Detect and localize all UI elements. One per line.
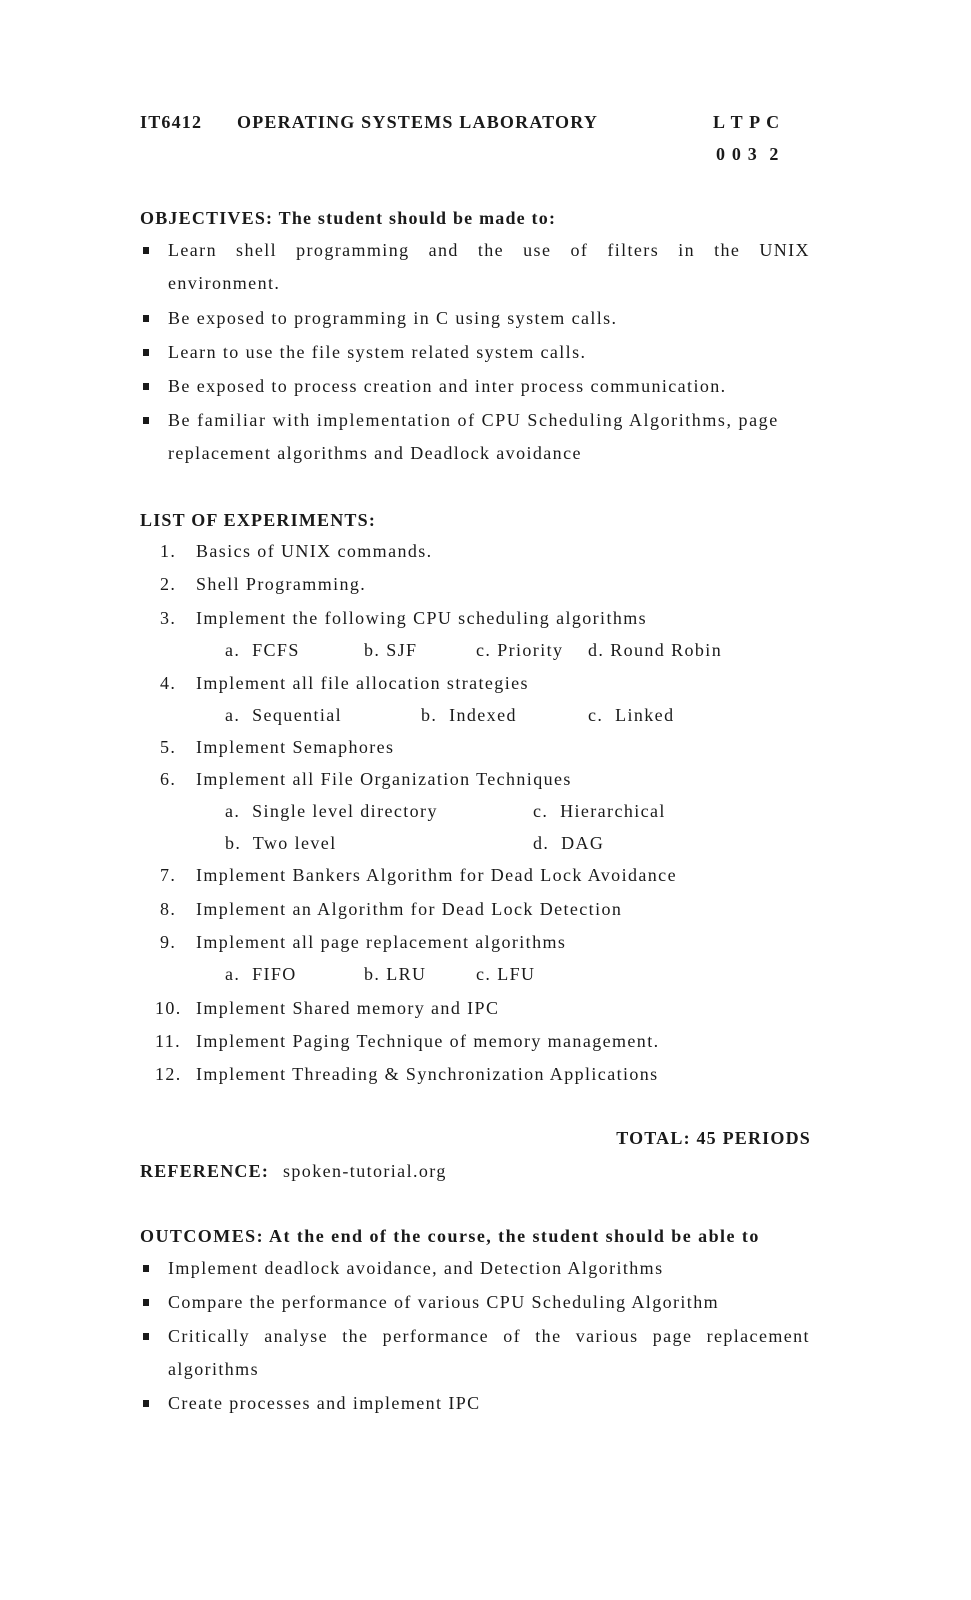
experiment-number: 6. <box>160 769 177 789</box>
objective-item-1-line1 <box>168 240 810 261</box>
word: performance <box>382 1326 490 1346</box>
word: use <box>523 240 552 260</box>
bullet-icon <box>143 417 149 424</box>
experiment-item-1: Basics of UNIX commands. <box>196 541 433 561</box>
experiment-item-5: Implement Semaphores <box>196 737 395 757</box>
experiment-number: 9. <box>160 932 177 952</box>
objective-item-3: Learn to use the file system related system calls. <box>168 342 587 362</box>
objective-item-5-line2: replacement algorithms and Deadlock avoidance <box>168 443 582 463</box>
sub-item: c. Hierarchical <box>533 801 666 821</box>
word: page <box>652 1326 693 1346</box>
outcome-item-4: Create processes and implement IPC <box>168 1393 481 1413</box>
word: of <box>503 1326 522 1346</box>
bullet-icon <box>143 349 149 356</box>
word: replacement <box>706 1326 810 1346</box>
experiment-item-12: Implement Threading & Synchronization Applications <box>196 1064 659 1084</box>
experiment-number: 2. <box>160 574 177 594</box>
word: the <box>714 240 741 260</box>
sub-item: c. LFU <box>476 964 536 984</box>
reference-label: REFERENCE: <box>140 1161 270 1181</box>
experiment-number: 3. <box>160 608 177 628</box>
experiment-item-3: Implement the following CPU scheduling algorithms <box>196 608 648 628</box>
word: Learn <box>168 240 217 260</box>
sub-item: a. FCFS <box>225 640 300 660</box>
experiment-item-11: Implement Paging Technique of memory management. <box>196 1031 660 1051</box>
sub-item: c. Priority <box>476 640 564 660</box>
experiment-number: 5. <box>160 737 177 757</box>
bullet-icon <box>143 1400 149 1407</box>
experiment-item-8: Implement an Algorithm for Dead Lock Detection <box>196 899 623 919</box>
sub-item: a. Sequential <box>225 705 343 725</box>
objective-item-1-line2: environment. <box>168 273 281 293</box>
word: the <box>535 1326 562 1346</box>
experiment-item-4: Implement all file allocation strategies <box>196 673 529 693</box>
experiment-number: 10. <box>155 998 182 1018</box>
word: Critically <box>168 1326 250 1346</box>
objective-item-4: Be exposed to process creation and inter process communication. <box>168 376 727 396</box>
experiment-number: 4. <box>160 673 177 693</box>
sub-item: c. Linked <box>588 705 675 725</box>
sub-item: d. DAG <box>533 833 605 853</box>
experiment-item-6: Implement all File Organization Techniques <box>196 769 572 789</box>
word: the <box>342 1326 369 1346</box>
experiment-item-2: Shell Programming. <box>196 574 367 594</box>
bullet-icon <box>143 1333 149 1340</box>
sub-item: b. LRU <box>364 964 427 984</box>
word: UNIX <box>759 240 810 260</box>
bullet-icon <box>143 247 149 254</box>
total-periods: TOTAL: 45 PERIODS <box>616 1128 811 1148</box>
word: in <box>678 240 695 260</box>
sub-item: b. Two level <box>225 833 337 853</box>
outcomes-heading: OUTCOMES: At the end of the course, the student should be able to <box>140 1226 760 1246</box>
word: and <box>428 240 459 260</box>
sub-item: a. FIFO <box>225 964 297 984</box>
experiment-item-9: Implement all page replacement algorithms <box>196 932 567 952</box>
word: of <box>570 240 589 260</box>
sub-item: d. Round Robin <box>588 640 723 660</box>
ltpc-label: L T P C <box>713 112 781 132</box>
experiment-number: 11. <box>155 1031 182 1051</box>
ltpc-values: 0 0 3 2 <box>716 144 780 164</box>
bullet-icon <box>143 1299 149 1306</box>
word: various <box>575 1326 639 1346</box>
bullet-icon <box>143 315 149 322</box>
word: analyse <box>264 1326 328 1346</box>
outcome-item-3-line1 <box>168 1326 810 1347</box>
course-title: OPERATING SYSTEMS LABORATORY <box>237 112 599 132</box>
outcome-item-2: Compare the performance of various CPU Scheduling Algorithm <box>168 1292 720 1312</box>
experiment-number: 12. <box>155 1064 182 1084</box>
experiment-item-7: Implement Bankers Algorithm for Dead Lock Avoidance <box>196 865 677 885</box>
word: filters <box>607 240 660 260</box>
sub-item: a. Single level directory <box>225 801 438 821</box>
word: shell <box>236 240 278 260</box>
course-code: IT6412 <box>140 112 203 132</box>
word: programming <box>296 240 410 260</box>
objective-item-5-line1: Be familiar with implementation of CPU Scheduling Algorithms, page <box>168 410 779 430</box>
experiment-number: 8. <box>160 899 177 919</box>
sub-item: b. SJF <box>364 640 418 660</box>
experiments-heading: LIST OF EXPERIMENTS: <box>140 510 377 530</box>
word: the <box>477 240 505 260</box>
objectives-heading: OBJECTIVES: The student should be made to: <box>140 208 557 228</box>
experiment-item-10: Implement Shared memory and IPC <box>196 998 500 1018</box>
objective-item-2: Be exposed to programming in C using system calls. <box>168 308 618 328</box>
outcome-item-1: Implement deadlock avoidance, and Detection Algorithms <box>168 1258 664 1278</box>
sub-item: b. Indexed <box>421 705 517 725</box>
reference-value: spoken-tutorial.org <box>283 1161 447 1181</box>
bullet-icon <box>143 383 149 390</box>
bullet-icon <box>143 1265 149 1272</box>
experiment-number: 1. <box>160 541 177 561</box>
outcome-item-3-line2: algorithms <box>168 1359 259 1379</box>
experiment-number: 7. <box>160 865 177 885</box>
